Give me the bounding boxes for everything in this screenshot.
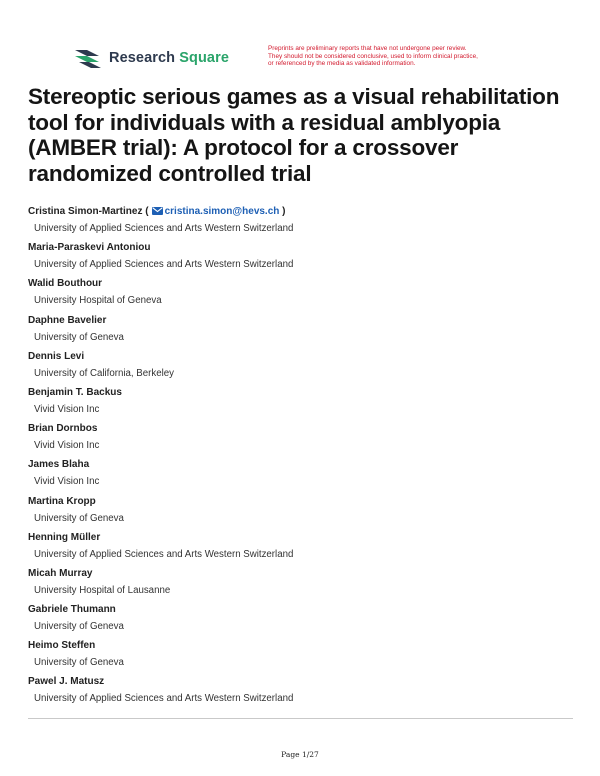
author-name: Benjamin T. Backus bbox=[28, 386, 122, 398]
preprint-notice-line: Preprints are preliminary reports that have not undergone peer review. bbox=[268, 45, 467, 52]
author-name: Micah Murray bbox=[28, 567, 93, 579]
preprint-notice-line: They should not be considered conclusive, used to inform clinical practice, bbox=[268, 52, 478, 60]
author-affiliation: Vivid Vision Inc bbox=[34, 440, 100, 452]
author-affiliation: University of Geneva bbox=[34, 621, 124, 633]
author-entry bbox=[28, 673, 573, 709]
paper-title: Stereoptic serious games as a visual rehabilitation tool for individuals with a residual amblyopia (AMBER trial): A protocol for a crossover randomized controlled trial bbox=[28, 84, 560, 186]
author-name: Brian Dornbos bbox=[28, 423, 98, 435]
author-entry bbox=[28, 637, 573, 673]
author-entry bbox=[28, 239, 573, 275]
author-name: Heimo Steffen bbox=[28, 640, 96, 652]
author-list bbox=[28, 203, 573, 710]
logo-wordmark bbox=[109, 50, 229, 66]
author-name: Henning Müller bbox=[28, 531, 101, 543]
author-name: Dennis Levi bbox=[28, 350, 85, 362]
logo-word-research: Research bbox=[109, 50, 176, 66]
author-entry bbox=[28, 456, 573, 492]
close-paren: ) bbox=[282, 206, 286, 217]
author-affiliation: University Hospital of Lausanne bbox=[34, 584, 171, 596]
author-entry bbox=[28, 493, 573, 529]
author-affiliation: Vivid Vision Inc bbox=[34, 403, 100, 415]
author-affiliation: University of Applied Sciences and Arts Western Switzerland bbox=[34, 693, 294, 705]
author-name: Martina Kropp bbox=[28, 495, 96, 507]
research-square-logo[interactable] bbox=[75, 48, 229, 68]
author-affiliation: University of Applied Sciences and Arts Western Switzerland bbox=[34, 259, 294, 271]
author-entry bbox=[28, 348, 573, 384]
author-affiliation: University of California, Berkeley bbox=[34, 367, 174, 379]
author-entry bbox=[28, 275, 573, 311]
author-name: Gabriele Thumann bbox=[28, 604, 116, 616]
author-affiliation: University of Applied Sciences and Arts Western Switzerland bbox=[34, 548, 294, 560]
author-affiliation: University of Geneva bbox=[34, 657, 124, 669]
page-header bbox=[0, 0, 600, 82]
preprint-notice bbox=[268, 45, 558, 68]
author-affiliation: University of Applied Sciences and Arts Western Switzerland bbox=[34, 223, 294, 234]
author-entry bbox=[28, 420, 573, 456]
author-name: Maria-Paraskevi Antoniou bbox=[28, 242, 151, 254]
author-name: Walid Bouthour bbox=[28, 278, 103, 290]
author-entry bbox=[28, 601, 573, 637]
author-name: Pawel J. Matusz bbox=[28, 676, 105, 688]
author-entry bbox=[28, 312, 573, 348]
author-entry bbox=[28, 565, 573, 601]
author-affiliation: University of Geneva bbox=[34, 331, 124, 343]
author-entry bbox=[28, 529, 573, 565]
author-affiliation: University of Geneva bbox=[34, 512, 124, 524]
author-name: Cristina Simon-Martinez bbox=[28, 206, 143, 217]
footer-divider bbox=[28, 718, 573, 719]
author-affiliation: Vivid Vision Inc bbox=[34, 476, 100, 488]
author-entry bbox=[28, 384, 573, 420]
author-affiliation: University Hospital of Geneva bbox=[34, 295, 162, 307]
page-number: Page 1/27 bbox=[281, 750, 319, 759]
author-entry bbox=[28, 203, 573, 239]
research-square-logo-icon bbox=[75, 48, 103, 68]
author-name: James Blaha bbox=[28, 459, 90, 471]
author-email-link[interactable]: cristina.simon@hevs.ch bbox=[164, 206, 280, 217]
author-name: Daphne Bavelier bbox=[28, 314, 107, 326]
open-paren: ( bbox=[145, 206, 149, 217]
envelope-icon bbox=[152, 207, 163, 215]
preprint-notice-line: or referenced by the media as validated information. bbox=[268, 60, 416, 68]
logo-word-square: Square bbox=[179, 50, 229, 66]
